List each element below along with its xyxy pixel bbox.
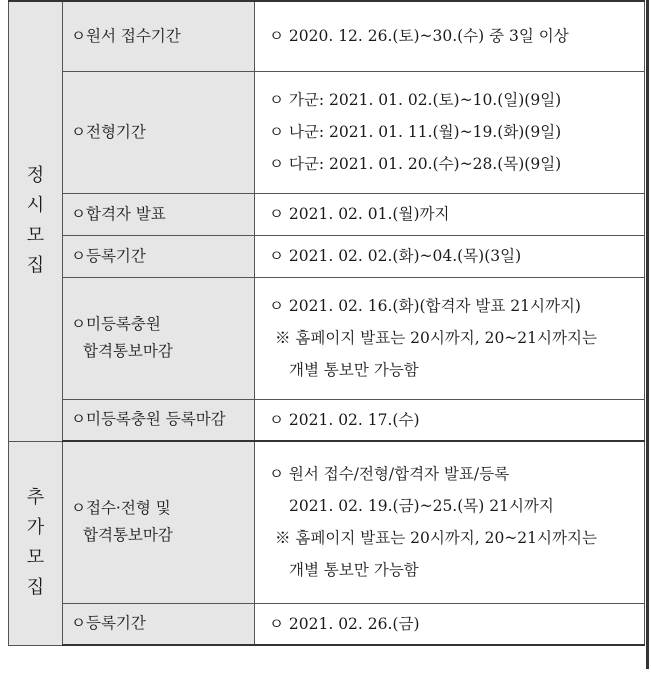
row-label: ㅇ미등록충원 등록마감 <box>63 399 255 441</box>
row-content: ㅇ 2021. 02. 16.(화)(합격자 발표 21시까지) ※ 홈페이지 발표는 20시까지, 20~21시까지는 개별 통보만 가능함 <box>255 277 645 399</box>
row-content: ㅇ 2021. 02. 02.(화)~04.(목)(3일) <box>255 235 645 277</box>
admission-schedule-table <box>8 0 645 646</box>
row-label: ㅇ원서 접수기간 <box>63 1 255 71</box>
table-row <box>9 399 645 441</box>
notice-text: ※ 홈페이지 발표는 20시까지, 20~21시까지는 <box>275 329 597 347</box>
row-content: ㅇ 2021. 02. 01.(월)까지 <box>255 193 645 235</box>
row-content: ㅇ 2021. 02. 26.(금) <box>255 603 645 645</box>
row-label: ㅇ접수·전형 및 합격통보마감 <box>63 441 255 603</box>
row-content: ㅇ 가군: 2021. 01. 02.(토)~10.(일)(9일) ㅇ 나군: 2021. 01. 11.(월)~19.(화)(9일) ㅇ 다군: 2021. 01. 20.(수)~28.(목)(9일) <box>255 71 645 193</box>
row-content: ㅇ 원서 접수/전형/합격자 발표/등록 2021. 02. 19.(금)~25.(목) 21시까지 ※ 홈페이지 발표는 20시까지, 20~21시까지는 개별 통보만 가능함 <box>255 441 645 603</box>
group-regular: 정 시 모 집 <box>9 1 63 441</box>
row-content: ㅇ 2021. 02. 17.(수) <box>255 399 645 441</box>
table-row <box>9 277 645 399</box>
row-content: ㅇ 2020. 12. 26.(토)~30.(수) 중 3일 이상 <box>255 1 645 71</box>
notice-text: ※ 홈페이지 발표는 20시까지, 20~21시까지는 <box>275 529 597 548</box>
row-label: ㅇ전형기간 <box>63 71 255 193</box>
row-label: ㅇ등록기간 <box>63 603 255 645</box>
table-row <box>9 235 645 277</box>
group-additional: 추 가 모 집 <box>9 441 63 645</box>
row-label: ㅇ합격자 발표 <box>63 193 255 235</box>
table-row <box>9 193 645 235</box>
table-row <box>9 1 645 71</box>
table-right-border <box>646 0 649 669</box>
table-row <box>9 71 645 193</box>
table-row <box>9 441 645 603</box>
row-label: ㅇ등록기간 <box>63 235 255 277</box>
table-row <box>9 603 645 645</box>
row-label: ㅇ미등록충원 합격통보마감 <box>63 277 255 399</box>
